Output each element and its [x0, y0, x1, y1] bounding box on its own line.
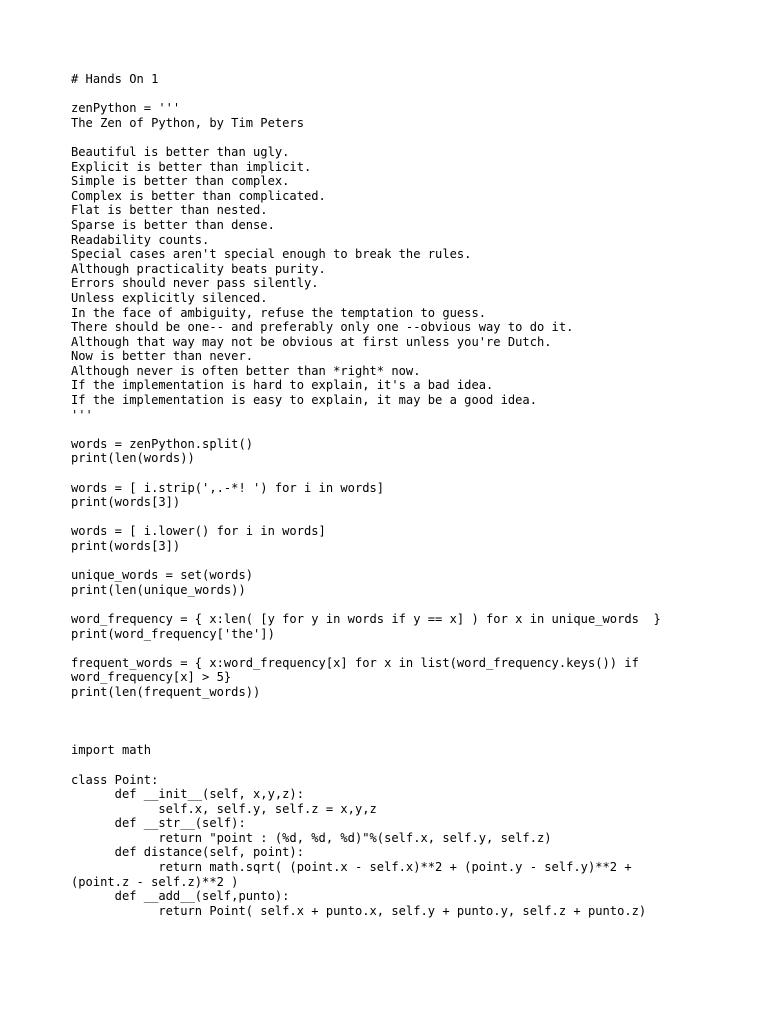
code-line: words = [ i.strip(',.-*! ') for i in words] — [71, 480, 385, 495]
code-line: class Point: — [71, 772, 159, 787]
code-line: return Point( self.x + punto.x, self.y + punto.y, self.z + punto.z) — [71, 903, 647, 918]
code-line: zenPython = ''' — [71, 101, 181, 116]
blank-line — [71, 87, 711, 102]
code-line: Although never is often better than *right* now. — [71, 363, 421, 378]
code-line: There should be one-- and preferably only one --obvious way to do it. — [71, 320, 574, 335]
code-line: words = zenPython.split() — [71, 436, 254, 451]
code-line: The Zen of Python, by Tim Peters — [71, 115, 304, 130]
code-line: In the face of ambiguity, refuse the temptation to guess. — [71, 305, 487, 320]
code-line: word_frequency = { x:len( [y for y in words if y == x] ) for x in unique_words } — [71, 611, 661, 626]
code-line: Although that way may not be obvious at first unless you're Dutch. — [71, 334, 552, 349]
code-line: Special cases aren't special enough to break the rules. — [71, 247, 472, 262]
code-line: word_frequency[x] > 5} — [71, 670, 232, 685]
code-line: self.x, self.y, self.z = x,y,z — [71, 801, 377, 816]
code-line: If the implementation is hard to explain, it's a bad idea. — [71, 378, 494, 393]
code-line: Errors should never pass silently. — [71, 276, 319, 291]
code-line: Explicit is better than implicit. — [71, 159, 312, 174]
code-line: print(words[3]) — [71, 495, 181, 510]
code-line: Simple is better than complex. — [71, 174, 290, 189]
blank-line — [71, 641, 711, 656]
code-line: print(words[3]) — [71, 539, 181, 553]
blank-line — [71, 466, 711, 481]
code-line: Complex is better than complicated. — [71, 188, 326, 203]
blank-line — [71, 422, 711, 437]
blank-line — [71, 758, 711, 773]
code-line: Readability counts. — [71, 232, 210, 247]
document-page — [71, 72, 711, 918]
blank-line — [71, 700, 711, 715]
code-line: words = [ i.lower() for i in words] — [71, 524, 326, 539]
code-line: Sparse is better than dense. — [71, 217, 275, 232]
code-line: Flat is better than nested. — [71, 203, 268, 218]
code-line: def __add__(self,punto): — [71, 889, 290, 904]
code-line: print(len(frequent_words)) — [71, 684, 261, 699]
blank-line — [71, 597, 711, 612]
code-line: Unless explicitly silenced. — [71, 290, 268, 305]
code-line: (point.z - self.z)**2 ) — [71, 874, 239, 889]
code-line: unique_words = set(words) — [71, 568, 254, 583]
code-line: def __init__(self, x,y,z): — [71, 787, 304, 802]
code-line: def __str__(self): — [71, 816, 246, 831]
blank-line — [71, 729, 711, 744]
code-line: If the implementation is easy to explain, it may be a good idea. — [71, 393, 537, 408]
blank-line — [71, 554, 711, 569]
blank-line — [71, 714, 711, 729]
code-line: def distance(self, point): — [71, 845, 304, 860]
heading-comment: # Hands On 1 — [71, 72, 159, 86]
code-line: print(word_frequency['the']) — [71, 626, 275, 641]
code-line: return "point : (%d, %d, %d)"%(self.x, self.y, self.z) — [71, 830, 552, 845]
code-line: return math.sqrt( (point.x - self.x)**2 + (point.y - self.y)**2 + — [71, 860, 632, 875]
blank-line — [71, 510, 711, 525]
code-line: frequent_words = { x:word_frequency[x] for x in list(word_frequency.keys()) if — [71, 655, 639, 670]
code-line: import math — [71, 743, 152, 758]
code-line: Now is better than never. — [71, 349, 254, 364]
code-line: Beautiful is better than ugly. — [71, 144, 290, 159]
code-line: ''' — [71, 407, 93, 422]
blank-line — [71, 130, 711, 145]
code-line: print(len(unique_words)) — [71, 582, 246, 597]
code-line: print(len(words)) — [71, 451, 195, 466]
code-line: Although practicality beats purity. — [71, 261, 326, 276]
